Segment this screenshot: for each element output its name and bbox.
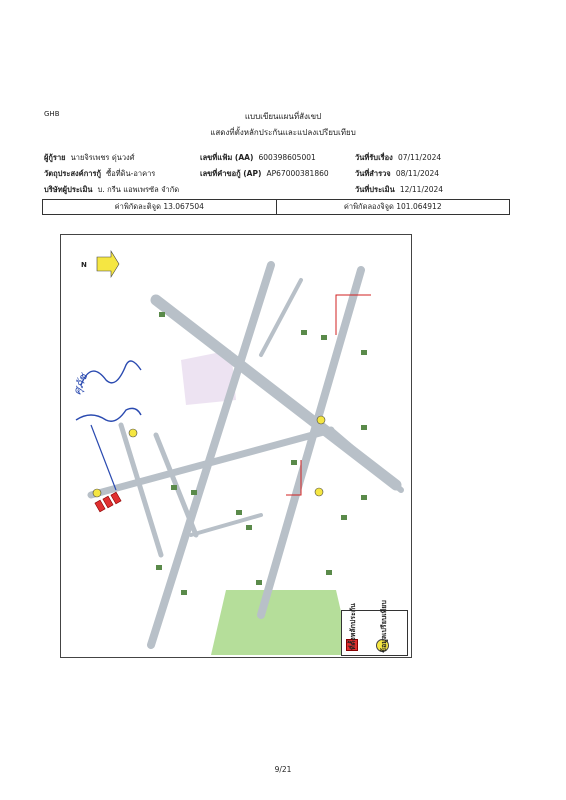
ap-row: [200, 161, 329, 180]
appraiser-value: บ. กรีน แอพเพรซัล จำกัด: [97, 185, 180, 194]
appraiser-row: [44, 177, 179, 196]
map-drawing: [61, 235, 412, 658]
aa-label: เลขที่แฟ้ม (AA): [200, 153, 254, 162]
header-subtitle: แสดงที่ตั้งหลักประกันและแปลงเปรียบเทียบ: [210, 128, 356, 137]
road-h: [261, 280, 301, 355]
aa-value: 600398605001: [258, 153, 316, 162]
north-arrow-icon: [97, 251, 119, 277]
ap-value: AP67000381860: [266, 169, 329, 178]
page-number: 9/21: [274, 765, 292, 774]
received-label: วันที่รับเรื่อง: [355, 153, 393, 162]
road-g: [331, 430, 401, 490]
map-legend: [341, 600, 408, 656]
coordinate-box: [42, 199, 510, 215]
location-map: [60, 234, 412, 658]
assess-row: [355, 177, 443, 196]
latitude-cell: ค่าพิกัดละติจูด 13.067504: [114, 202, 204, 211]
road-f: [121, 425, 161, 555]
north-label: N: [81, 261, 87, 269]
brand-label: GHB: [44, 110, 60, 118]
survey-label: วันที่สำรวจ: [355, 169, 391, 178]
header-title: แบบเขียนแผนที่สังเขป: [244, 112, 322, 121]
purpose-label: วัตถุประสงค์การกู้: [44, 169, 102, 178]
purpose-value: ซื้อที่ดิน-อาคาร: [106, 169, 156, 178]
longitude-cell: ค่าพิกัดลองจิจูด 101.064912: [276, 200, 510, 214]
survey-value: 08/11/2024: [395, 169, 440, 178]
applicant-value: นายจิรเพชร ดุ่นวงศ์: [70, 153, 135, 162]
legend-collateral-label: ที่ตั้งหลักประกัน: [348, 603, 357, 650]
applicant-label: ผู้กู้ราย: [44, 153, 66, 162]
assess-value: 12/11/2024: [399, 185, 444, 194]
appraiser-label: บริษัทผู้ประเมิน: [44, 185, 93, 194]
road-network: [91, 265, 401, 645]
park-area: [211, 590, 351, 655]
signature-arrow: [91, 425, 116, 490]
ap-label: เลขที่คำขอกู้ (AP): [200, 169, 262, 178]
received-value: 07/11/2024: [397, 153, 442, 162]
main-road-b: [151, 265, 271, 645]
legend-comparable-label: ข้อมูลเปรียบเทียบ: [379, 600, 388, 653]
assess-label: วันที่ประเมิน: [355, 185, 395, 194]
signature-text: ศุภัช: [70, 371, 91, 397]
